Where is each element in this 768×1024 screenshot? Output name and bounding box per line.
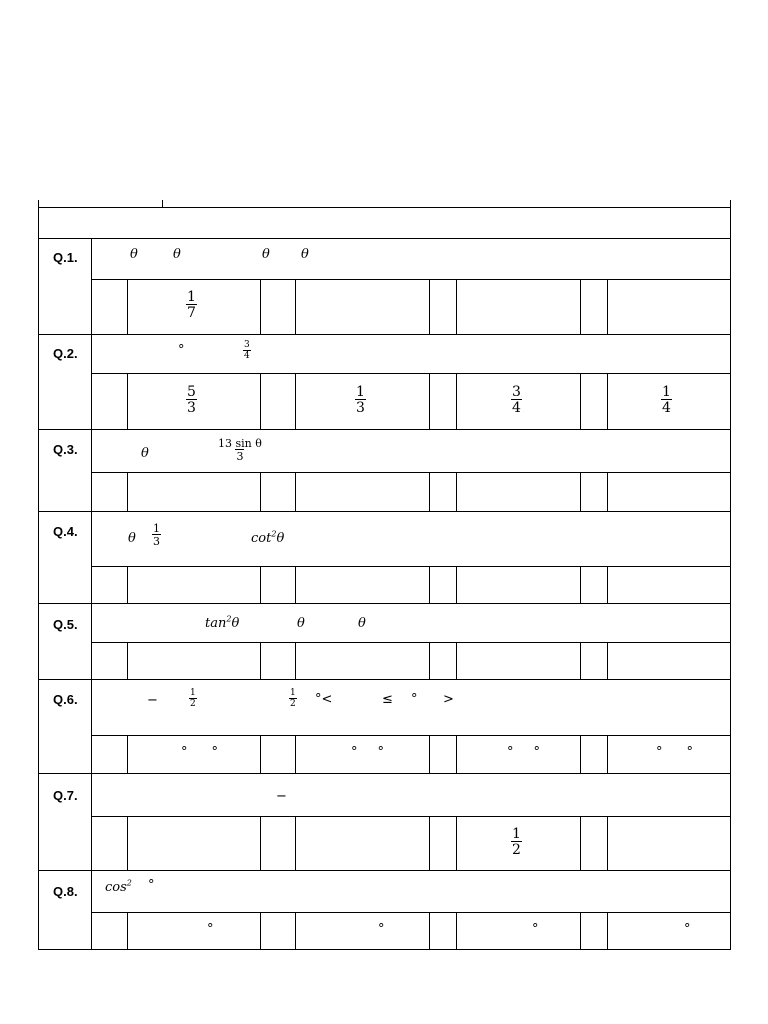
q6-fraction-2: $\frac{1}{2}$: [290, 688, 296, 709]
q6-option-a: ° °: [181, 745, 218, 760]
q6-gt: >: [443, 692, 454, 707]
q6-degree: °: [411, 692, 418, 707]
q2-option-a: $\frac{5}{3}$: [187, 384, 196, 416]
q1-theta: θ: [130, 247, 138, 262]
q8-cos-squared: $\cos^2$: [105, 878, 132, 895]
q2-option-c: $\frac{3}{4}$: [512, 384, 521, 416]
q8-option-d: °: [684, 922, 691, 937]
q1-theta: θ: [301, 247, 309, 262]
q6-option-c: ° °: [507, 745, 540, 760]
q5-tan-squared-theta: $\tan^2\theta$: [205, 614, 240, 631]
q8-option-c: °: [532, 922, 539, 937]
q8-option-a: °: [207, 922, 214, 937]
question-label-q2: Q.2.: [53, 346, 78, 361]
q7-option-c: $\frac{1}{2}$: [512, 826, 521, 858]
q6-fraction-1: $\frac{1}{2}$: [190, 688, 196, 709]
q4-cot-squared-theta: $\cot^2\theta$: [251, 529, 285, 546]
question-label-q8: Q.8.: [53, 884, 78, 899]
question-label-q4: Q.4.: [53, 524, 78, 539]
q2-option-b: $\frac{1}{3}$: [356, 384, 365, 416]
q1-theta: θ: [173, 247, 181, 262]
q6-minus: −: [147, 693, 158, 708]
q6-relation: °<: [315, 692, 333, 707]
q4-theta: θ: [128, 531, 136, 546]
q3-stem-fraction: $\frac{\text{13 sin θ}}{3}$: [218, 437, 262, 463]
q8-degree: °: [148, 878, 155, 893]
q2-degree: °: [178, 343, 185, 358]
q3-theta: θ: [141, 446, 149, 461]
question-label-q6: Q.6.: [53, 692, 78, 707]
q7-minus: −: [276, 789, 287, 804]
q6-option-d: ° °: [656, 745, 693, 760]
q8-option-b: °: [378, 922, 385, 937]
question-label-q5: Q.5.: [53, 617, 78, 632]
q1-theta: θ: [262, 247, 270, 262]
question-label-q3: Q.3.: [53, 442, 78, 457]
q5-theta: θ: [358, 616, 366, 631]
q1-option-fraction: $\frac{1}{7}$: [187, 289, 196, 321]
q5-theta: θ: [297, 616, 305, 631]
q2-option-d: $\frac{1}{4}$: [662, 384, 671, 416]
question-label-q1: Q.1.: [53, 250, 78, 265]
q2-stem-fraction: $\frac{3}{4}$: [244, 340, 250, 361]
q6-leq: ≤: [382, 692, 393, 707]
q4-stem-fraction: $\frac{1}{3}$: [153, 522, 160, 548]
question-label-q7: Q.7.: [53, 788, 78, 803]
q6-option-b: ° °: [351, 745, 384, 760]
